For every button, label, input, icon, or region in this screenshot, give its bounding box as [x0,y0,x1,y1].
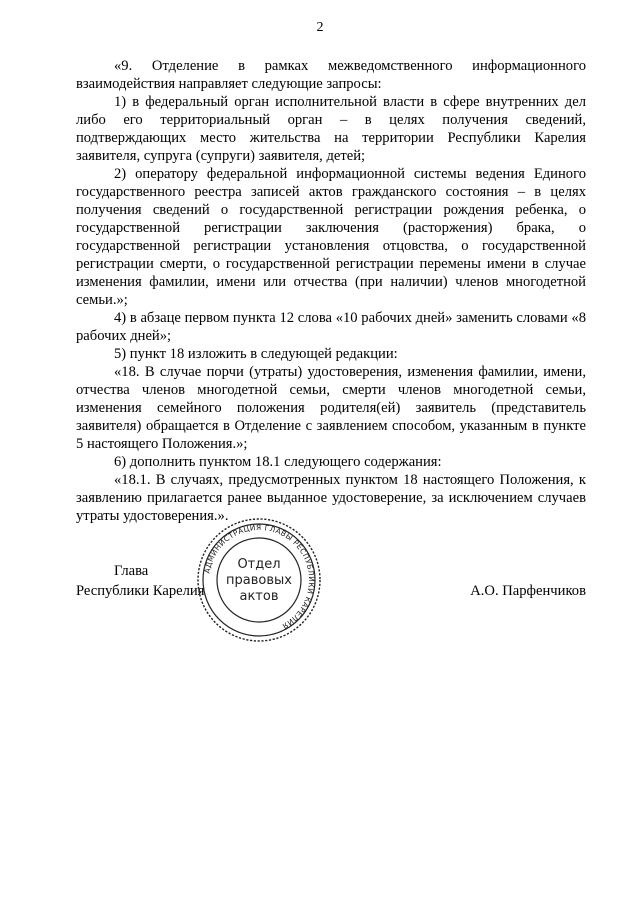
paragraph-item-9: «9. Отделение в рамках межведомственного информационного взаимодействия направляет следующие запросы: [76,58,586,92]
paragraph-item-9-1: 1) в федеральный орган исполнительной власти в сфере внутренних дел либо его территориальный орган – в целях получения сведений, подтверждающих место жительства на территории Республики Карелия заявителя, супруга (супруги) заявителя, детей; [76,94,586,164]
signatory-title-line1: Глава [114,563,149,579]
paragraph-amendment-5: 5) пункт 18 изложить в следующей редакции: [114,346,398,362]
signatory-title-line2: Республики Карелия [76,583,205,599]
paragraph-item-18-1: «18.1. В случаях, предусмотренных пунктом 18 настоящего Положения, к заявлению прилагается ранее выданное удостоверение, за исключением случаев утраты удостоверения.». [76,472,586,524]
paragraph-amendment-6: 6) дополнить пунктом 18.1 следующего содержания: [114,454,442,470]
paragraph-item-18: «18. В случае порчи (утраты) удостоверения, изменения фамилии, имени, отчества членов многодетной семьи, смерти членов многодетной семьи, изменения семейного положения родителя(ей) заявитель (представитель заявителя) обращается в Отделение с заявлением способом, указанным в пункте 5 настоящего Положения.»; [76,364,586,452]
paragraph-item-9-2: 2) оператору федеральной информационной системы ведения Единого государственного реестра записей актов гражданского состояния – в целях получения сведений о государственной регистрации рождения ребенка, о государственной регистрации заключения (расторжения) брака, о государственной регистрации установления отцовства, о государственной регистрации смерти, о государственной регистрации перемены имени в случае изменения фамилии, имени или отчества (при наличии) членов многодетной семьи.»; [76,166,586,308]
paragraph-amendment-4: 4) в абзаце первом пункта 12 слова «10 рабочих дней» заменить словами «8 рабочих дней»; [76,310,586,344]
official-stamp [196,517,322,643]
document-body [76,57,586,525]
stamp-center-line2: правовых [226,573,292,588]
stamp-center-line1: Отдел [237,557,281,572]
page-number: 2 [316,20,324,35]
stamp-center-line3: актов [239,589,279,604]
signatory-name: А.О. Парфенчиков [470,583,586,599]
stamp-outer-text: АДМИНИСТРАЦИЯ ГЛАВЫ РЕСПУБЛИКИ КАРЕЛИЯ [202,522,317,631]
signature-block [76,562,586,622]
